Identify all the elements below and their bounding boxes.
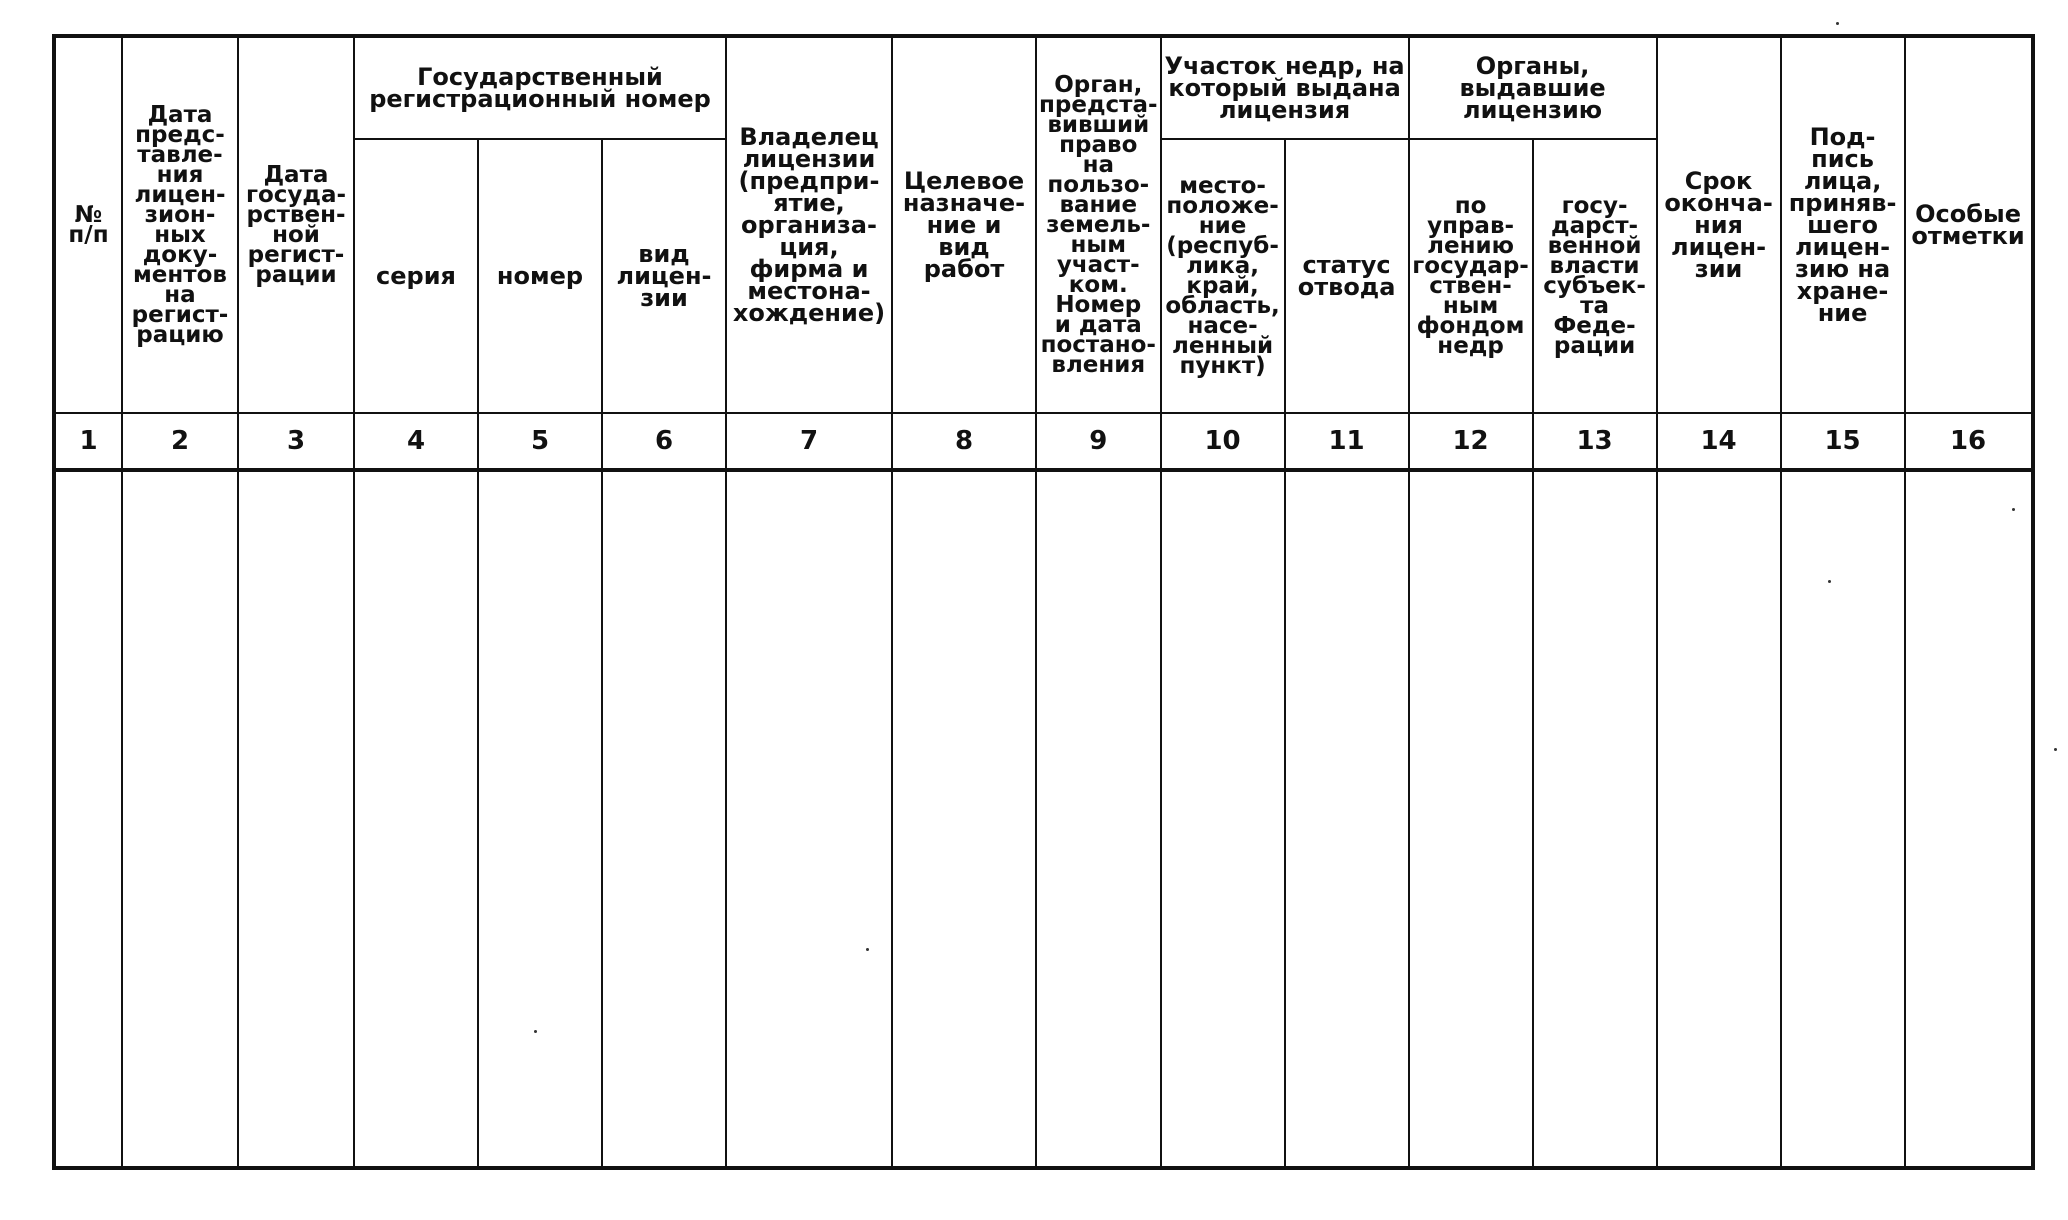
column-number: 1 [54,413,122,470]
empty-cell[interactable] [1533,470,1657,1168]
column-number: 11 [1285,413,1409,470]
column-number: 4 [354,413,478,470]
header-state-registration-number: Государственный регистрационный номер [354,36,726,139]
scan-speck [534,1030,537,1033]
column-number: 15 [1781,413,1905,470]
empty-cell[interactable] [726,470,892,1168]
empty-cell[interactable] [1905,470,2033,1168]
header-issuing-bodies: Органы, выдавшие лицензию [1409,36,1657,139]
empty-cell[interactable] [354,470,478,1168]
header-number: номер [478,139,602,413]
header-license-type: вид лицен- зии [602,139,726,413]
header-allotment-status: статус отвода [1285,139,1409,413]
empty-cell[interactable] [1036,470,1161,1168]
empty-cell[interactable] [1409,470,1533,1168]
empty-cell[interactable] [892,470,1036,1168]
header-special-notes: Особые отметки [1905,36,2033,413]
empty-cell[interactable] [1781,470,1905,1168]
column-number-row [54,413,2033,470]
column-number: 8 [892,413,1036,470]
header-receiver-signature: Под- пись лица, приняв- шего лицен- зию на хране- ние [1781,36,1905,413]
column-number: 13 [1533,413,1657,470]
header-submission-date: Дата предс- тавле- ния лицен- зион- ных доку- ментов на регист- рацию [122,36,238,413]
empty-cell[interactable] [1657,470,1781,1168]
header-registration-date: Дата госуда- рствен- ной регист- рации [238,36,354,413]
header-purpose-and-work-type: Целевое назначе- ние и вид работ [892,36,1036,413]
license-registry-table [52,34,2035,1170]
header-series: серия [354,139,478,413]
column-number: 6 [602,413,726,470]
header-federation-subject-body: госу- дарст- венной власти субъек- та Феде- рации [1533,139,1657,413]
header-license-owner: Владелец лицензии (предпри- ятие, организа- ция, фирма и местона- хождение) [726,36,892,413]
empty-cell[interactable] [238,470,354,1168]
header-row-number: № п/п [54,36,122,413]
column-number: 10 [1161,413,1285,470]
header-location: место- положе- ние (респуб- лика, край, область, насе- ленный пункт) [1161,139,1285,413]
empty-cell[interactable] [602,470,726,1168]
column-number: 5 [478,413,602,470]
scan-speck [2054,748,2057,751]
scan-speck [1828,580,1831,583]
column-number: 7 [726,413,892,470]
header-license-expiry: Срок оконча- ния лицен- зии [1657,36,1781,413]
scan-speck [1836,22,1839,25]
empty-cell[interactable] [478,470,602,1168]
column-number: 16 [1905,413,2033,470]
column-number: 3 [238,413,354,470]
empty-cell[interactable] [54,470,122,1168]
scan-speck [2012,508,2015,511]
empty-cell[interactable] [1161,470,1285,1168]
column-number: 14 [1657,413,1781,470]
header-state-fund-body: по управ- лению государ- ствен- ным фондом недр [1409,139,1533,413]
empty-cell[interactable] [1285,470,1409,1168]
header-subsoil-plot: Участок недр, на который выдана лицензия [1161,36,1409,139]
empty-cell[interactable] [122,470,238,1168]
column-number: 9 [1036,413,1161,470]
column-number: 12 [1409,413,1533,470]
column-number: 2 [122,413,238,470]
table-row [54,470,2033,1168]
scan-speck [866,948,869,951]
header-land-use-authority: Орган, предста- вивший право на пользо- вание земель- ным участ- ком. Номер и дата постано- вления [1036,36,1161,413]
